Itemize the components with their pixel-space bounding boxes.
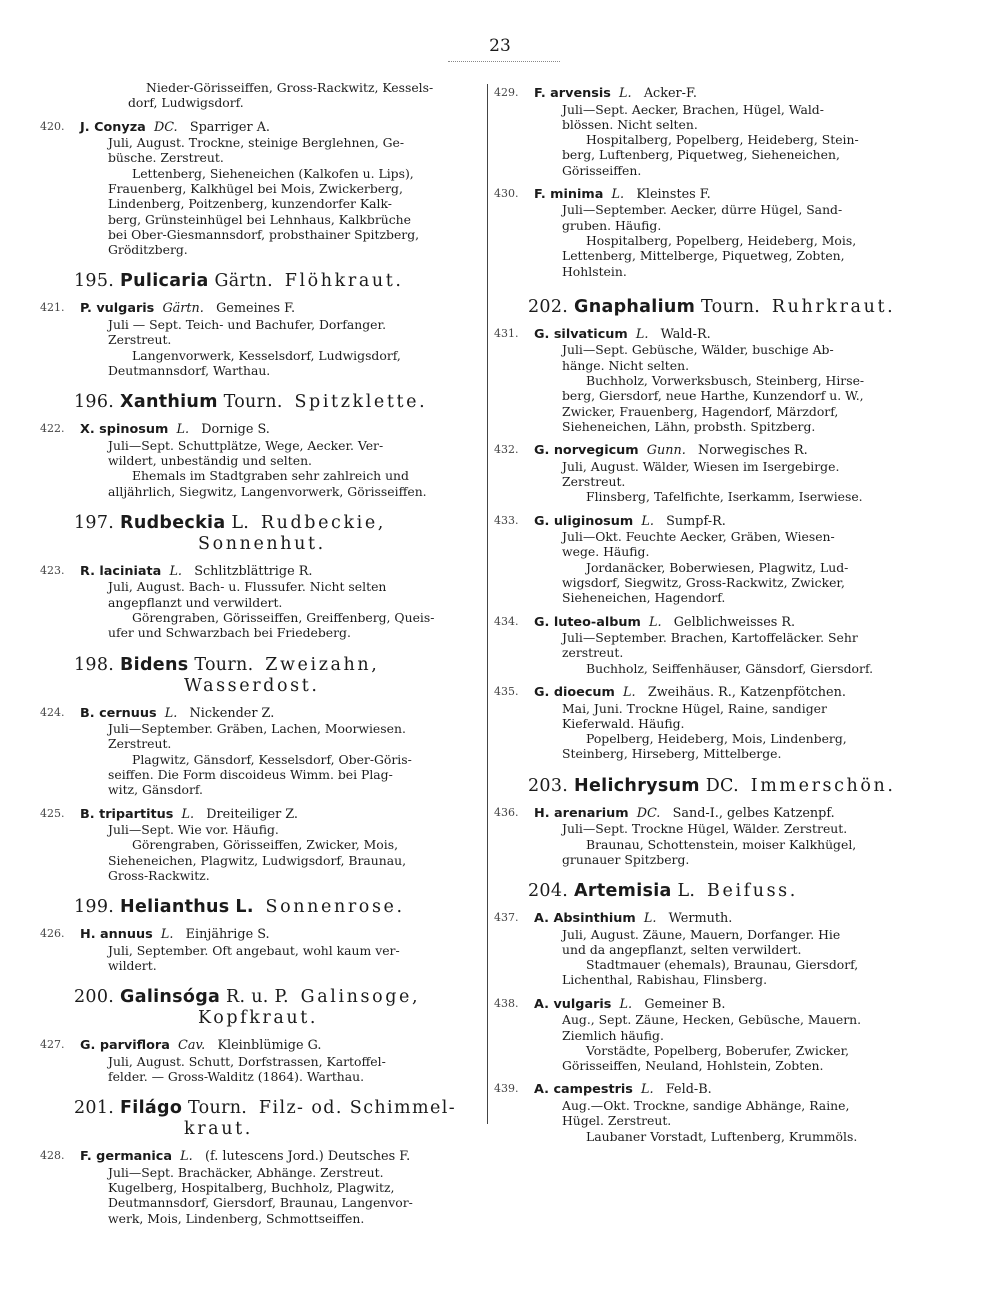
text-line: Gross-Rackwitz. (108, 867, 210, 883)
species-author: Cav. (178, 1038, 206, 1054)
text-line: witz, Gänsdorf. (108, 782, 203, 798)
genus-common-name-cont: Kopfkraut. (198, 1008, 319, 1029)
species-name: A. campestris (534, 1082, 633, 1098)
text-line: Hospitalberg, Popelberg, Heideberg, Stein- (586, 132, 859, 148)
species-entry-436 (494, 805, 930, 867)
species-author: L. (623, 685, 636, 701)
species-author: L. (619, 996, 633, 1012)
text-line: Lichenthal, Rabishau, Flinsberg. (562, 972, 768, 988)
species-name: G. dioecum (534, 685, 615, 701)
text-line: Deutmannsdorf, Warthau. (108, 362, 271, 378)
genus-heading-199: 199. Helianthus L. Sonnenrose. (74, 897, 405, 918)
species-entry-428 (40, 1149, 468, 1226)
species-author: L. (164, 705, 178, 721)
text-line: ufer und Schwarzbach bei Friedeberg. (108, 625, 351, 641)
species-entry-439 (494, 1082, 930, 1144)
text-line: Juli—Sept. Brachäcker, Abhänge. Zerstreut. (108, 1164, 384, 1180)
genus-heading-202: 202. Gnaphalium Tourn. Ruhrkraut. (528, 296, 896, 317)
right-column (494, 80, 930, 1144)
genus-common-name: Flöhkraut. (284, 271, 404, 292)
text-line: Juli, August. Wälder, Wiesen im Isergebirge. (562, 458, 840, 474)
species-author: Gärtn. (162, 301, 204, 317)
species-name: R. laciniata (80, 563, 162, 579)
text-line: werk, Mois, Lindenberg, Schmottseiffen. (108, 1210, 365, 1226)
species-name: F. minima (534, 186, 604, 202)
text-line: Lindenberg, Poitzenberg, kunzendorfer Kalk- (108, 196, 392, 212)
genus-common-name: Galinsoge, (300, 987, 421, 1008)
column-divider (487, 84, 488, 1124)
genus-heading-197: 197. Rudbeckia L. Rudbeckie, (74, 512, 386, 533)
genus-common-name: Rudbeckie, (260, 512, 386, 533)
genus-name: Pulicaria (120, 271, 209, 292)
species-entry-435 (494, 685, 930, 762)
species-common-name: Wermuth. (668, 911, 733, 927)
species-author: L. (176, 422, 190, 438)
text-line: Ziemlich häufig. (562, 1027, 664, 1043)
entry-number: 426. (40, 927, 65, 941)
species-common-name: Norwegisches R. (698, 443, 808, 459)
text-line: Hügel. Zerstreut. (562, 1113, 672, 1129)
text-line: Hospitalberg, Popelberg, Heideberg, Mois, (586, 233, 857, 249)
genus-heading-204: 204. Artemisia L. Beifuss. (528, 881, 798, 902)
genus-common-name-cont: Wasserdost. (184, 675, 320, 696)
text-line: Laubaner Vorstadt, Luftenberg, Krummöls. (586, 1128, 858, 1144)
species-author: L. (160, 927, 174, 943)
genus-common-name: Zweizahn, (265, 654, 380, 675)
species-entry-433 (494, 513, 930, 606)
text-line: Zerstreut. (562, 474, 626, 490)
text-line: Mai, Juni. Trockne Hügel, Raine, sandiger (562, 700, 827, 716)
text-line: Juli—September. Aecker, dürre Hügel, Sand- (562, 202, 843, 218)
entry-number: 439. (494, 1082, 519, 1096)
text-line: Juli—September. Gräben, Lachen, Moorwiesen. (108, 721, 406, 737)
text-line: Görisseiffen. (562, 162, 642, 178)
text-line: wege. Häufig. (562, 544, 650, 560)
text-line: Juli, August. Trockne, steinige Berglehnen, Ge- (108, 135, 405, 151)
text-line: Langenvorwerk, Kesselsdorf, Ludwigsdorf, (132, 347, 401, 363)
genus-common-name: Beifuss. (707, 881, 798, 902)
species-author: L. (635, 326, 649, 342)
species-name: J. Conyza (80, 119, 146, 135)
genus-name: Gnaphalium (574, 296, 696, 317)
text-line: Steinberg, Hirseberg, Mittelberge. (562, 746, 782, 762)
species-entry-432 (494, 443, 930, 505)
text-line: Lettenberg, Mittelberge, Piquetweg, Zobten, (562, 248, 845, 264)
text-line: Juli—Okt. Feuchte Aecker, Gräben, Wiesen- (562, 529, 835, 545)
text-line: Zwicker, Frauenberg, Hagendorf, Märzdorf, (562, 403, 839, 419)
species-entry-427 (40, 1038, 468, 1085)
genus-common-name: Immerschön. (750, 775, 896, 796)
text-line: Braunau, Schottenstein, moiser Kalkhügel, (586, 836, 857, 852)
species-common-name: (f. lutescens Jord.) Deutsches F. (204, 1149, 411, 1165)
species-entry-430 (494, 186, 930, 279)
text-line: berg, Luftenberg, Piquetweg, Sieheneichen, (562, 147, 840, 163)
text-line: Juli, August. Zäune, Mauern, Dorfanger. Hie (562, 926, 841, 942)
species-name: F. arvensis (534, 86, 611, 101)
species-name: A. vulgaris (534, 996, 612, 1012)
text-line: Kugelberg, Hospitalberg, Buchholz, Plagwitz, (108, 1180, 395, 1196)
page-number-rule (448, 61, 560, 62)
species-name: G. uliginosum (534, 513, 634, 529)
entry-number: 436. (494, 805, 519, 819)
species-name: G. norvegicum (534, 443, 639, 459)
entry-number: 432. (494, 443, 519, 457)
species-author: DC. (153, 119, 178, 135)
species-common-name: Einjährige S. (185, 927, 270, 943)
genus-common-name-cont: Sonnenhut. (198, 533, 326, 554)
genus-name: Helichrysum (574, 775, 700, 796)
entry-number: 429. (494, 86, 519, 99)
species-common-name: Nickender Z. (189, 705, 275, 721)
genus-name: Galinsóga (120, 987, 221, 1008)
species-common-name: Sand-I., gelbes Katzenpf. (672, 805, 835, 821)
species-entry-426 (40, 927, 468, 973)
species-common-name: Dornige S. (201, 422, 270, 438)
text-line: Juli—Sept. Aecker, Brachen, Hügel, Wald- (562, 101, 824, 117)
text-line: Popelberg, Heideberg, Mois, Lindenberg, (586, 731, 847, 747)
species-name: G. luteo-album (534, 614, 641, 630)
entry-number: 437. (494, 911, 519, 925)
species-common-name: Kleinstes F. (636, 186, 711, 202)
species-entry-421 (40, 301, 468, 378)
genus-heading-201: 201. Filágo Tourn. Filz- od. Schimmel- (74, 1098, 457, 1119)
species-name: H. annuus (80, 927, 153, 943)
species-entry-434 (494, 614, 930, 676)
species-common-name: Gemeiner B. (644, 996, 726, 1012)
text-line: Juli, August. Bach- u. Flussufer. Nicht selten (108, 579, 387, 595)
text-line: Buchholz, Vorwerksbusch, Steinberg, Hirse- (586, 373, 865, 389)
entry-number: 435. (494, 685, 519, 699)
species-entry-437 (494, 911, 930, 988)
species-author: L. (169, 563, 183, 579)
genus-heading-203: 203. Helichrysum DC. Immerschön. (528, 775, 896, 796)
text-line: Juli, August. Schutt, Dorfstrassen, Kartoffel- (108, 1053, 386, 1069)
text-line: berg, Giersdorf, neue Harthe, Kunzendorf u. W., (562, 388, 864, 404)
species-common-name: Feld-B. (665, 1082, 712, 1098)
species-author: L. (611, 186, 625, 202)
genus-heading-200: 200. Galinsóga R. u. P. Galinsoge, (74, 987, 421, 1008)
text-line: gruben. Häufig. (562, 217, 662, 233)
text-line: Jordanäcker, Boberwiesen, Plagwitz, Lud- (586, 559, 849, 575)
entry-number: 421. (40, 301, 65, 315)
species-entry-423 (40, 563, 468, 641)
genus-name: Rudbeckia (120, 512, 226, 533)
left-column (40, 80, 468, 1226)
text-line: Juli, September. Oft angebaut, wohl kaum ver- (108, 942, 400, 958)
species-name: B. tripartitus (80, 806, 174, 822)
species-common-name: Schlitzblättrige R. (194, 563, 313, 579)
genus-common-name: Filz- od. Schimmel- (258, 1098, 457, 1119)
genus-common-name: Spitzklette. (294, 392, 428, 413)
genus-name: Xanthium (120, 392, 218, 413)
text-line: Gröditzberg. (108, 242, 188, 258)
species-entry-425 (40, 806, 468, 884)
entry-number: 428. (40, 1149, 65, 1163)
text-line: Flinsberg, Tafelfichte, Iserkamm, Iserwiese. (586, 489, 863, 505)
text-line: bei Ober-Giesmannsdorf, probsthainer Spitzberg, (108, 226, 420, 242)
entry-number: 431. (494, 326, 519, 340)
species-entry-431 (494, 326, 930, 434)
text-line: seiffen. Die Form discoideus Wimm. bei Plag- (108, 766, 393, 782)
species-entry-420 (40, 119, 468, 258)
text-line: Vorstädte, Popelberg, Boberufer, Zwicker, (586, 1042, 850, 1058)
text-line: berg, Grünsteinhügel bei Lehnhaus, Kalkbrüche (108, 211, 411, 227)
species-common-name: Sparriger A. (189, 119, 271, 135)
text-line: Görisseiffen, Neuland, Hohlstein, Zobten. (562, 1058, 824, 1074)
text-line: Zerstreut. (108, 736, 172, 752)
species-name: A. Absinthium (534, 911, 636, 927)
entry-number: 420. (40, 119, 65, 133)
species-author: L. (180, 1149, 193, 1165)
species-common-name: Wald-R. (660, 326, 711, 342)
genus-common-name-cont: kraut. (184, 1119, 253, 1140)
text-line: Juli—Sept. Wie vor. Häufig. (108, 822, 279, 838)
species-entry-438 (494, 996, 930, 1074)
text-line: Aug., Sept. Zäune, Hecken, Gebüsche, Mauern. (562, 1012, 862, 1028)
text-line: Buchholz, Seiffenhäuser, Gänsdorf, Giersdorf. (586, 660, 874, 676)
genus-heading-198: 198. Bidens Tourn. Zweizahn, (74, 654, 380, 675)
text-line: wigsdorf, Siegwitz, Gross-Rackwitz, Zwicker, (562, 575, 845, 591)
text-line: Deutmannsdorf, Giersdorf, Braunau, Langenvor- (108, 1195, 413, 1211)
text-line: blössen. Nicht selten. (562, 116, 698, 132)
text-line: Juli—Sept. Schuttplätze, Wege, Aecker. Ver- (108, 437, 384, 453)
text-line: Hohlstein. (562, 263, 627, 279)
species-author: L. (641, 1082, 654, 1098)
text-line: Görengraben, Görisseiffen, Greiffenberg, Queis- (132, 609, 435, 625)
genus-name: Filágo (120, 1098, 183, 1119)
genus-name: Helianthus (120, 897, 230, 918)
entry-number: 425. (40, 806, 65, 820)
text-line: Plagwitz, Gänsdorf, Kesselsdorf, Ober-Göris- (132, 751, 412, 767)
text-line: Juli—Sept. Gebüsche, Wälder, buschige Ab- (562, 342, 834, 358)
genus-name: Artemisia (574, 881, 672, 902)
text-line: Juli — Sept. Teich- und Bachufer, Dorfanger. (108, 316, 387, 332)
text-line: Sieheneichen, Hagendorf. (562, 590, 726, 606)
genus-common-name: Sonnenrose. (265, 897, 405, 918)
species-author: L. (181, 806, 195, 822)
entry-number: 433. (494, 513, 519, 527)
text-line: wildert, unbeständig und selten. (108, 452, 312, 468)
text-line: Nieder-Görisseiffen, Gross-Rackwitz, Kessels- (146, 80, 434, 95)
species-entry-429 (494, 86, 930, 178)
text-line: Ehemals im Stadtgraben sehr zahlreich und (132, 468, 409, 484)
text-line: zerstreut. (562, 645, 624, 661)
text-line: wildert. (108, 958, 157, 973)
species-name: X. spinosum (80, 422, 169, 438)
genus-heading-195: 195. Pulicaria Gärtn. Flöhkraut. (74, 271, 404, 292)
entry-number: 424. (40, 705, 65, 719)
species-author: L. (619, 86, 632, 101)
text-line: Juli—September. Brachen, Kartoffeläcker. Sehr (562, 630, 858, 646)
species-author: Gunn. (646, 443, 686, 459)
text-line: und da angepflanzt, selten verwildert. (562, 941, 802, 957)
text-line: Sieheneichen, Plagwitz, Ludwigsdorf, Braunau, (108, 852, 407, 868)
text-line: angepflanzt und verwildert. (108, 594, 283, 610)
entry-number: 423. (40, 563, 65, 577)
text-line: grunauer Spitzberg. (562, 851, 690, 867)
species-common-name: Kleinblümige G. (217, 1038, 322, 1054)
entry-number: 430. (494, 186, 519, 200)
species-name: P. vulgaris (80, 301, 155, 317)
species-common-name: Dreiteiliger Z. (206, 806, 299, 822)
genus-common-name: Ruhrkraut. (771, 296, 896, 317)
entry-number: 422. (40, 422, 65, 436)
text-line: Aug.—Okt. Trockne, sandige Abhänge, Raine, (562, 1097, 850, 1113)
species-name: G. silvaticum (534, 326, 628, 342)
species-author: DC. (636, 805, 661, 821)
text-line: Sieheneichen, Lähn, probsth. Spitzberg. (562, 418, 816, 434)
species-author: L. (643, 911, 657, 927)
text-line: hänge. Nicht selten. (562, 357, 690, 373)
species-entry-424 (40, 705, 468, 798)
species-name: H. arenarium (534, 805, 629, 821)
species-common-name: Gelblichweisses R. (673, 614, 796, 630)
entry-number: 427. (40, 1038, 65, 1052)
entry-number: 434. (494, 614, 519, 628)
text-line: dorf, Ludwigsdorf. (128, 95, 244, 111)
text-line: büsche. Zerstreut. (108, 150, 224, 166)
genus-name: Bidens (120, 654, 189, 675)
text-line: Juli—Sept. Trockne Hügel, Wälder. Zerstreut. (562, 821, 848, 837)
species-common-name: Sumpf-R. (666, 513, 726, 529)
species-author: L. (648, 614, 662, 630)
text-line: Zerstreut. (108, 332, 172, 348)
species-entry-422 (40, 422, 468, 499)
species-common-name: Zweihäus. R., Katzenpfötchen. (647, 685, 846, 701)
species-common-name: Gemeines F. (216, 301, 296, 317)
text-line: Stadtmauer (ehemals), Braunau, Giersdorf, (586, 957, 859, 973)
species-common-name: Acker-F. (643, 86, 697, 101)
species-author: L. (641, 513, 654, 529)
text-line: alljährlich, Siegwitz, Langenvorwerk, Görisseiffen. (108, 483, 427, 499)
text-line: Frauenberg, Kalkhügel bei Mois, Zwickerberg, (108, 180, 403, 196)
text-line: Görengraben, Görisseiffen, Zwicker, Mois, (132, 837, 399, 853)
species-name: G. parviflora (80, 1038, 170, 1054)
text-line: Kieferwald. Häufig. (562, 715, 685, 731)
page-number: 23 (489, 36, 511, 56)
entry-number: 438. (494, 996, 519, 1010)
continued-text (58, 80, 468, 111)
text-line: Lettenberg, Sieheneichen (Kalkofen u. Lips), (132, 165, 414, 181)
species-name: B. cernuus (80, 705, 157, 721)
species-name: F. germanica (80, 1149, 173, 1165)
text-line: felder. — Gross-Walditz (1864). Warthau. (108, 1069, 365, 1085)
genus-heading-196: 196. Xanthium Tourn. Spitzklette. (74, 392, 428, 413)
